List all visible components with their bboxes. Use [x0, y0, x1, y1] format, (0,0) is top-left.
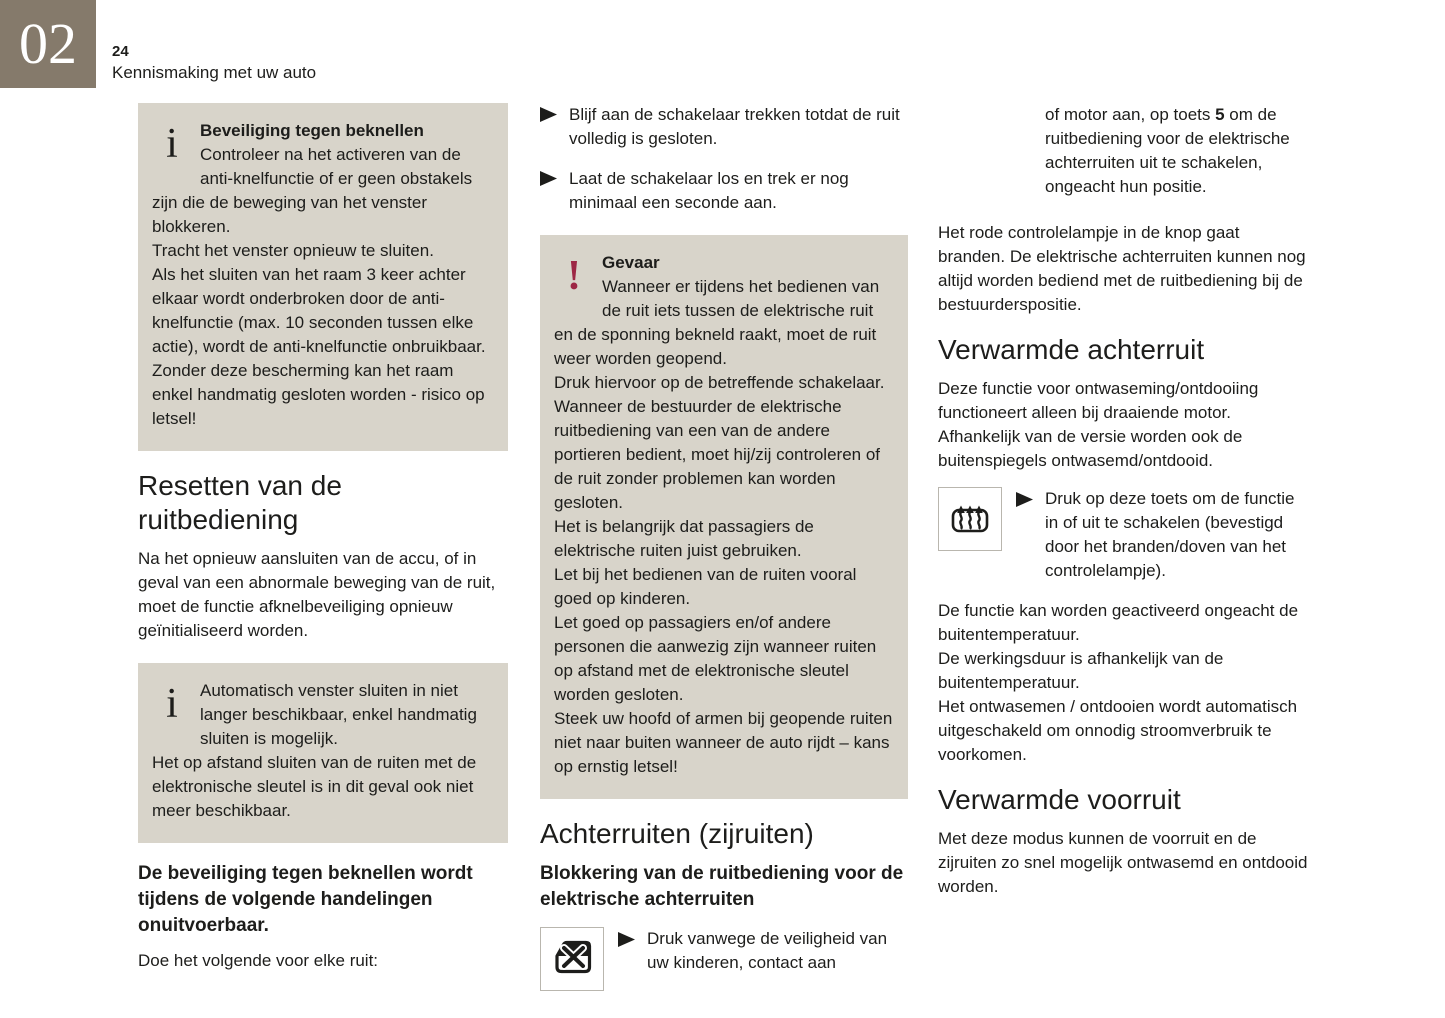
arrow-right-icon: [1016, 492, 1033, 507]
continuation-text: om de ruitbediening voor de elektrische achterruiten uit te schakelen, ongeacht hun positie.: [1045, 105, 1290, 196]
danger-box-title: Gevaar: [602, 253, 660, 272]
danger-box-line: Wanneer er tijdens het bedienen van de ruit iets tussen de elektrische ruit en de sponning bekneld raakt, moet de ruit weer worden geopend.: [554, 277, 880, 368]
danger-box: [540, 235, 908, 799]
danger-box-line: Wanneer de bestuurder de elektrische ruitbediening van een van de andere portieren bedient, moet hij/zij controleren of de ruit zonder problemen kan worden gesloten.: [554, 397, 881, 512]
info-box-auto-close: [138, 663, 508, 843]
continuation-text: of motor aan, op toets: [1045, 105, 1216, 124]
heated-rear-note: De werkingsduur is afhankelijk van de buitentemperatuur.: [938, 649, 1224, 692]
indicator-lamp-paragraph: Het rode controlelampje in de knop gaat branden. De elektrische achterruiten kunnen nog altijd worden bediend met de ruitbediening bij de bestuurderspositie.: [938, 223, 1306, 314]
child-lock-instruction-text: Druk vanwege de veiligheid van uw kinderen, contact aan: [647, 929, 888, 972]
info-box-title: Beveiliging tegen beknellen: [200, 121, 424, 140]
procedure-intro: Doe het volgende voor elke ruit:: [138, 951, 379, 970]
info-box-line: Het op afstand sluiten van de ruiten met de elektronische sleutel is in dit geval ook niet meer beschikbaar.: [152, 753, 477, 820]
arrow-right-icon: [540, 107, 557, 122]
page-header: [112, 42, 316, 84]
subsection-heading-window-lock: Blokkering van de ruitbediening voor de elektrische achterruiten: [540, 863, 904, 910]
reset-intro-paragraph: Na het opnieuw aansluiten van de accu, of in geval van een abnormale beweging van de ruit, moet de functie afknelbeveiliging opnieuw geïnitialiseerd worden.: [138, 549, 496, 640]
info-box-line: Automatisch venster sluiten in niet langer beschikbaar, enkel handmatig sluiten is mogelijk.: [200, 681, 477, 748]
arrow-right-icon: [540, 171, 557, 186]
step-text: Laat de schakelaar los en trek er nog minimaal een seconde aan.: [569, 169, 849, 212]
info-icon: i: [166, 121, 178, 167]
chapter-number: 02: [19, 11, 77, 76]
arrow-right-icon: [618, 932, 635, 947]
heated-rear-instruction-text: Druk op deze toets om de functie in of uit te schakelen (bevestigd door het branden/doven van het controlelampje).: [1045, 489, 1295, 580]
step-bullet: [540, 167, 908, 215]
section-heading-reset: Resetten van de ruitbediening: [138, 470, 342, 535]
danger-box-line: Let bij het bedienen van de ruiten vooral goed op kinderen.: [554, 565, 857, 608]
info-icon: i: [166, 681, 178, 727]
exclamation-icon: !: [567, 253, 581, 299]
step-bullet: [540, 103, 908, 151]
step-text: Blijf aan de schakelaar trekken totdat de ruit volledig is gesloten.: [569, 105, 900, 148]
child-lock-window-icon: [540, 927, 604, 991]
instruction-continuation: [1045, 103, 1310, 199]
section-heading-heated-front: Verwarmde voorruit: [938, 784, 1181, 815]
column-3: [938, 103, 1310, 899]
section-heading-heated-rear: Verwarmde achterruit: [938, 334, 1205, 365]
chapter-tab: [0, 0, 96, 88]
heated-rear-line: Afhankelijk van de versie worden ook de buitenspiegels ontwasemd/ontdooid.: [938, 427, 1243, 470]
page-title: Kennismaking met uw auto: [112, 63, 317, 82]
heated-rear-instruction: [938, 487, 1310, 583]
heated-rear-window-icon: [938, 487, 1002, 551]
danger-box-line: Steek uw hoofd of armen bij geopende ruiten niet naar buiten wanneer de auto rijdt – kans op ernstig letsel!: [554, 709, 893, 776]
danger-box-line: Let goed op passagiers en/of andere personen die aanwezig zijn wanneer ruiten op afstand met de elektronische sleutel worden gesloten.: [554, 613, 877, 704]
section-heading-rear-windows: Achterruiten (zijruiten): [540, 818, 814, 849]
heated-front-paragraph: Met deze modus kunnen de voorruit en de zijruiten zo snel mogelijk ontwasemd en ontdooid worden.: [938, 829, 1308, 896]
heated-rear-line: Deze functie voor ontwaseming/ontdooiing functioneert alleen bij draaiende motor.: [938, 379, 1259, 422]
child-lock-instruction: [540, 927, 908, 991]
info-box-line: Als het sluiten van het raam 3 keer achter elkaar wordt onderbroken door de anti-knelfunctie (max. 10 seconden tussen elke actie), wordt de anti-knelfunctie onbruikbaar.: [152, 265, 486, 356]
column-1: [138, 103, 508, 973]
heated-rear-note: De functie kan worden geactiveerd ongeacht de buitentemperatuur.: [938, 601, 1299, 644]
info-box-line: Tracht het venster opnieuw te sluiten.: [152, 241, 434, 260]
info-box-line: Zonder deze bescherming kan het raam enkel handmatig gesloten worden - risico op letsel!: [152, 361, 485, 428]
page-number: 24: [112, 43, 129, 60]
info-box-line: Controleer na het activeren van de anti-knelfunctie of er geen obstakels zijn die de beweging van het venster blokkeren.: [152, 145, 473, 236]
column-2: [540, 103, 908, 1007]
heated-rear-note: Het ontwasemen / ontdooien wordt automatisch uitgeschakeld om onnodig stroomverbruik te voorkomen.: [938, 697, 1298, 764]
button-number: 5: [1215, 105, 1225, 124]
danger-box-line: Druk hiervoor op de betreffende schakelaar.: [554, 373, 885, 392]
info-box-pinch-protection: [138, 103, 508, 451]
danger-box-line: Het is belangrijk dat passagiers de elektrische ruiten juist gebruiken.: [554, 517, 814, 560]
bold-note-pinch-disabled: De beveiliging tegen beknellen wordt tijdens de volgende handelingen onuitvoerbaar.: [138, 863, 473, 936]
